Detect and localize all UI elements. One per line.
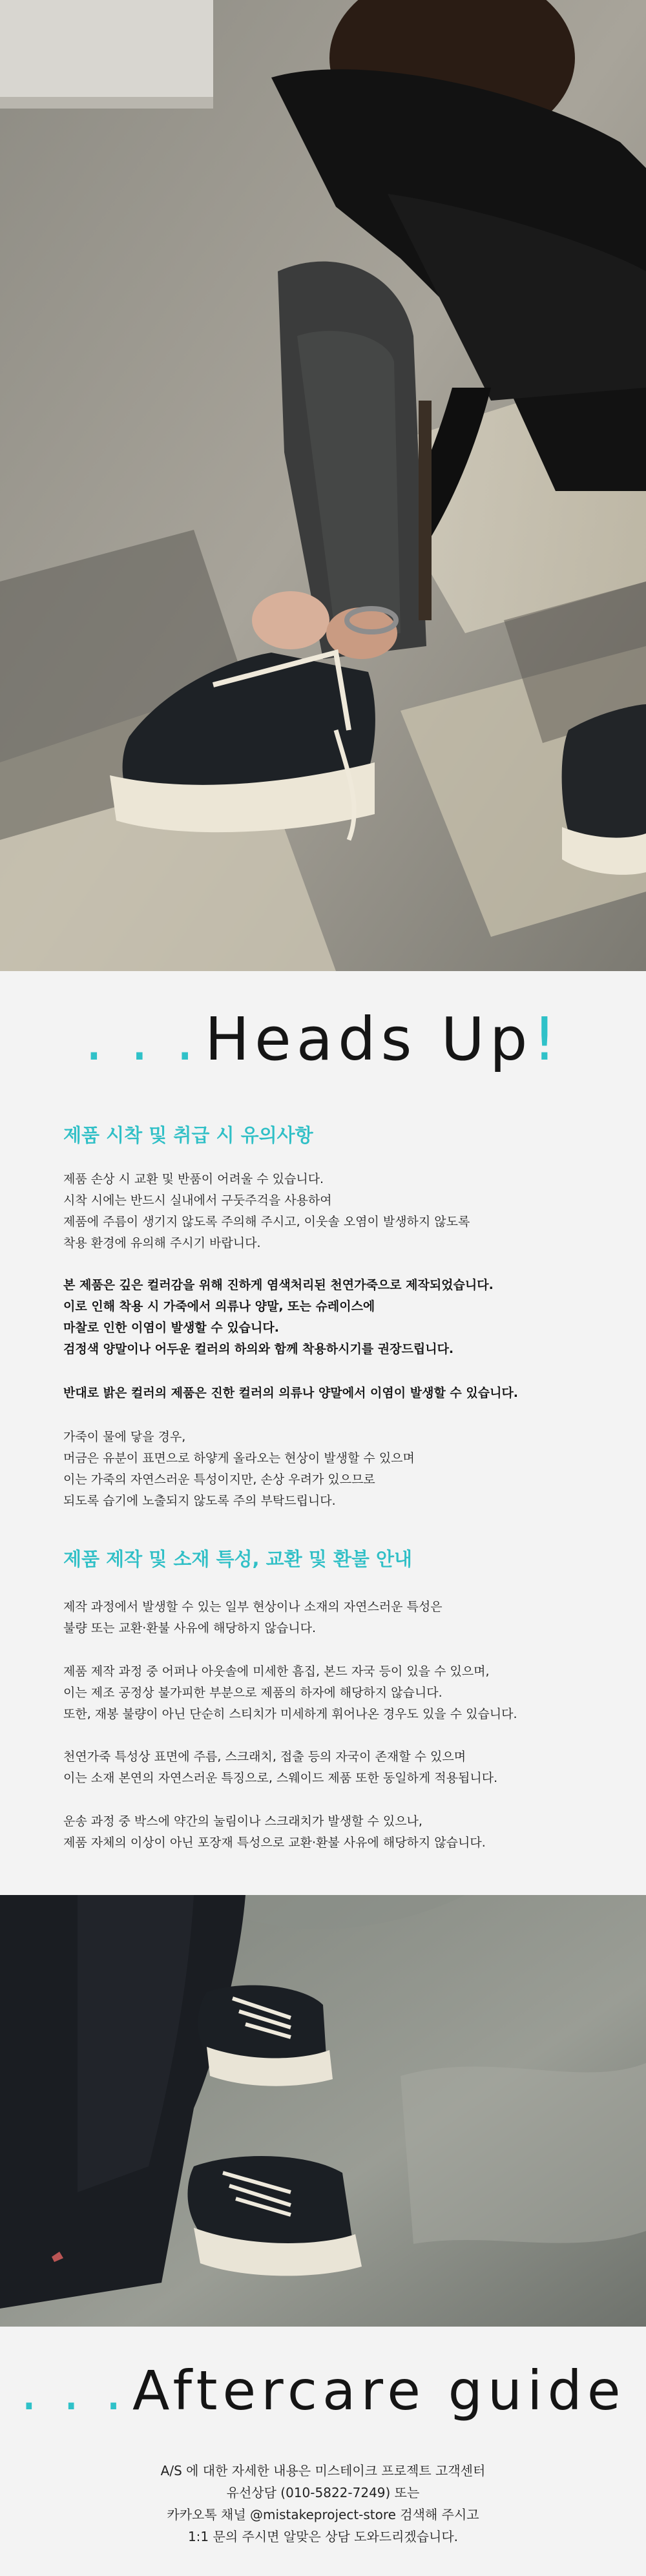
text-line: 이는 가죽의 자연스러운 특성이지만, 손상 우려가 있으므로 [63,1472,375,1487]
text-line: 머금은 유분이 표면으로 하얗게 올라오는 현상이 발생할 수 있으며 [63,1451,415,1465]
text-line: 가죽이 물에 닿을 경우, [63,1430,186,1444]
heads-up-title [0,1005,646,1074]
text-line: 반대로 밝은 컬러의 제품은 진한 컬러의 의류나 양말에서 이염이 발생할 수 있습니다. [63,1386,519,1400]
aftercare-title [0,2359,646,2422]
photo-illustration [0,0,646,971]
photo-sneakers-on-concrete [0,1895,646,2327]
text-line: 불량 또는 교환·환불 사유에 해당하지 않습니다. [63,1621,317,1635]
notice-paragraph-3 [63,1383,593,1404]
notice-paragraph-7 [63,1746,593,1789]
notice-section [0,971,646,1895]
aftercare-section [0,2327,646,2576]
notice-paragraph-1 [63,1169,593,1254]
notice-heading-2: 제품 제작 및 소재 특성, 교환 및 환불 안내 [63,1548,413,1570]
title-accent: ! [532,1005,562,1074]
title-text: Heads Up [204,1005,533,1074]
text-line: 착용 환경에 유의해 주시기 바랍니다. [63,1236,261,1250]
notice-paragraph-5 [63,1597,593,1639]
title-dots: . . . [20,2359,126,2422]
notice-heading-1: 제품 시착 및 취급 시 유의사항 [63,1124,313,1146]
text-line: 되도록 습기에 노출되지 않도록 주의 부탁드립니다. [63,1494,336,1508]
text-line: 이는 제조 공정상 불가피한 부분으로 제품의 하자에 해당하지 않습니다. [63,1686,443,1700]
text-line: 제품 제작 과정 중 어퍼나 아웃솔에 미세한 흠집, 본드 자국 등이 있을 수 있으며, [63,1664,490,1679]
text-line: 본 제품은 깊은 컬러감을 위해 진하게 염색처리된 천연가죽으로 제작되었습니다. [63,1278,494,1292]
notice-paragraph-8 [63,1811,593,1854]
text-line: 검정색 양말이나 어두운 컬러의 하의와 함께 착용하시기를 권장드립니다. [63,1342,454,1356]
text-line: 카카오톡 채널 @mistakeproject-store 검색해 주시고 [167,2507,479,2522]
text-line: 제품에 주름이 생기지 않도록 주의해 주시고, 이웃솔 오염이 발생하지 않도록 [63,1215,470,1229]
text-line: 유선상담 (010-5822-7249) 또는 [226,2485,420,2500]
text-line: 이는 소재 본연의 자연스러운 특징으로, 스웨이드 제품 또한 동일하게 적용됩니다. [63,1771,498,1785]
text-line: 시착 시에는 반드시 실내에서 구둣주걱을 사용하여 [63,1193,332,1208]
notice-paragraph-2 [63,1275,593,1360]
title-dots: . . . [84,1005,198,1074]
photo-illustration [0,1895,646,2327]
text-line: 제품 자체의 이상이 아닌 포장재 특성으로 교환·환불 사유에 해당하지 않습니다. [63,1836,486,1850]
text-line: 이로 인해 착용 시 가죽에서 의류나 양말, 또는 슈레이스에 [63,1299,375,1314]
photo-person-lacing-sneaker [0,0,646,971]
notice-paragraph-4 [63,1427,593,1512]
text-line: 제작 과정에서 발생할 수 있는 일부 현상이나 소재의 자연스러운 특성은 [63,1600,443,1614]
text-line: 천연가죽 특성상 표면에 주름, 스크래치, 접출 등의 자국이 존재할 수 있으며 [63,1750,466,1764]
text-line: A/S 에 대한 자세한 내용은 미스테이크 프로젝트 고객센터 [160,2463,486,2478]
text-line: 제품 손상 시 교환 및 반품이 어려울 수 있습니다. [63,1172,324,1186]
text-line: 마찰로 인한 이염이 발생할 수 있습니다. [63,1321,279,1335]
text-line: 또한, 재봉 불량이 아닌 단순히 스티치가 미세하게 휘어나온 경우도 있을 수 있습니다. [63,1707,517,1721]
text-line: 1:1 문의 주시면 알맞은 상담 도와드리겠습니다. [187,2529,459,2544]
title-text: Aftercare guide [132,2359,626,2422]
text-line: 운송 과정 중 박스에 약간의 눌림이나 스크래치가 발생할 수 있으나, [63,1814,422,1828]
notice-paragraph-6 [63,1661,593,1725]
aftercare-info [0,2460,646,2548]
